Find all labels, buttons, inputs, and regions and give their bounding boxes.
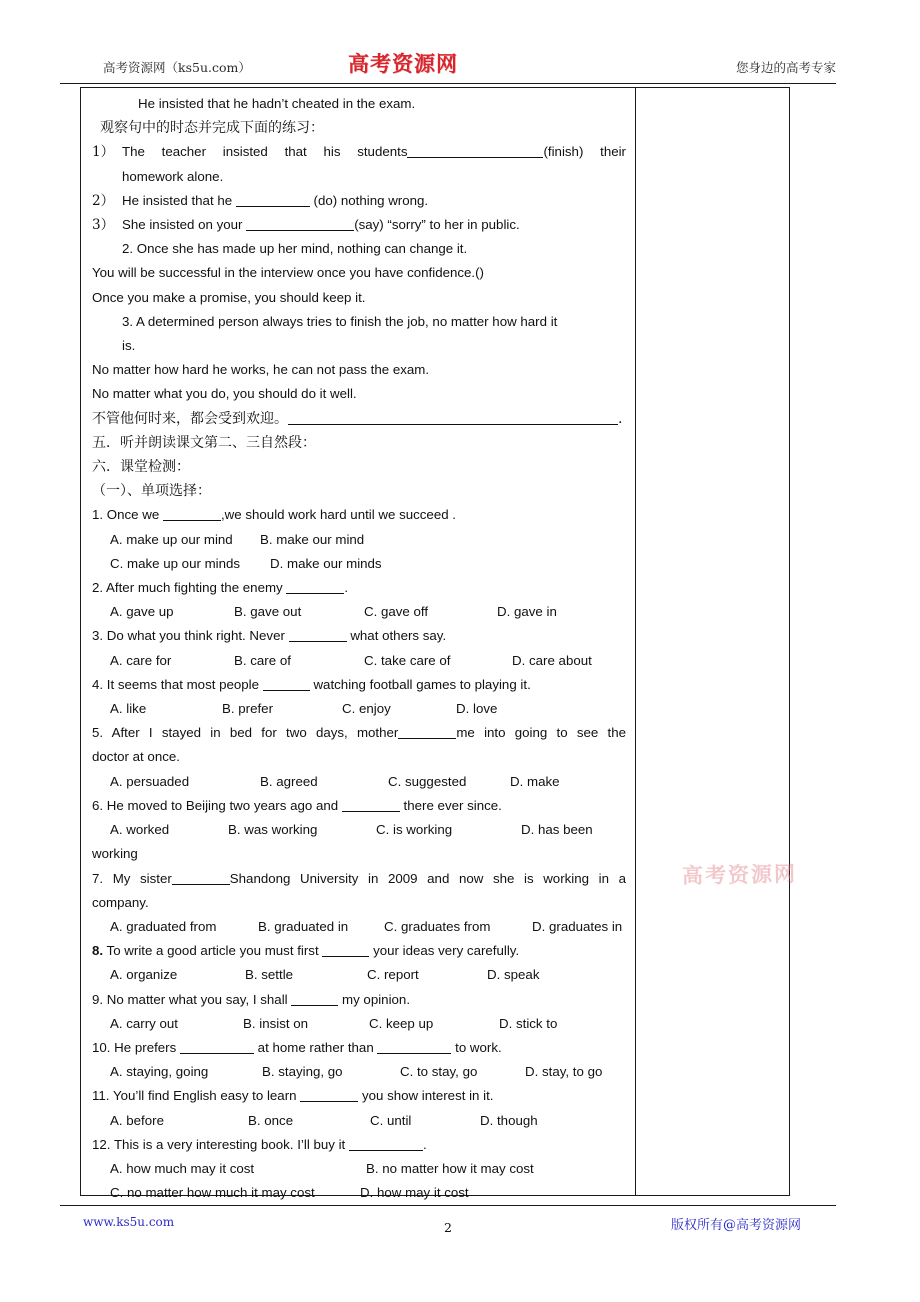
answer-blank[interactable] xyxy=(289,641,347,642)
answer-blank[interactable] xyxy=(349,1150,423,1151)
practice-item-continued xyxy=(92,165,626,189)
section-5-heading: 五．听并朗读课文第二、三自然段： xyxy=(92,434,316,451)
question-stem-a: 7. My sister xyxy=(92,870,172,886)
option-a[interactable]: A. carry out xyxy=(110,1015,178,1031)
question-stem-continued: company. xyxy=(92,894,149,910)
question-options xyxy=(92,1109,626,1133)
question-options xyxy=(92,818,626,842)
option-d[interactable]: D. graduates in xyxy=(532,918,623,934)
question-options xyxy=(92,1060,626,1084)
practice-text-a: He insisted that he xyxy=(122,192,233,208)
answer-blank[interactable] xyxy=(322,956,369,957)
question-stem-a: 2. After much fighting the enemy xyxy=(92,580,283,596)
option-a[interactable]: A. before xyxy=(110,1112,164,1128)
option-b[interactable]: B. gave out xyxy=(234,604,302,620)
point3-example-2: No matter what you do, you should do it well. xyxy=(92,386,357,402)
practice-item xyxy=(92,140,626,164)
answer-blank[interactable] xyxy=(180,1053,254,1054)
point2-title: 2. Once she has made up her mind, nothing can change it. xyxy=(122,241,468,257)
point3-title: 3. A determined person always tries to finish the job, no matter how hard it xyxy=(122,313,558,329)
option-b[interactable]: B. care of xyxy=(234,652,291,668)
practice-number: 1） xyxy=(92,144,115,161)
watermark-logo: 高考资源网 xyxy=(681,860,798,889)
translation-period: . xyxy=(618,410,623,427)
practice-text-a: She insisted on your xyxy=(122,217,243,233)
answer-blank[interactable] xyxy=(407,157,543,158)
page-number: 2 xyxy=(444,1220,452,1235)
question-stem-b: . xyxy=(344,580,349,596)
option-b[interactable]: B. make our mind xyxy=(260,531,365,547)
question-stem-continued: doctor at once. xyxy=(92,749,180,765)
question-stem xyxy=(92,503,626,527)
footer-copyright: 版权所有@高考资源网 xyxy=(670,1218,801,1233)
question-stem-a: To write a good article you must first xyxy=(103,943,319,959)
question-stem-a: 4. It seems that most people xyxy=(92,676,260,692)
question-stem xyxy=(92,867,626,891)
question-options xyxy=(92,697,626,721)
option-b[interactable]: B. was working xyxy=(228,822,318,838)
point2-example-2: Once you make a promise, you should keep it. xyxy=(92,289,366,305)
option-c[interactable]: C. keep up xyxy=(369,1015,434,1031)
question-options xyxy=(92,600,626,624)
answer-blank[interactable] xyxy=(236,206,310,207)
option-b[interactable]: B. staying, go xyxy=(262,1064,343,1080)
point3-example-1: No matter how hard he works, he can not pass the exam. xyxy=(92,362,430,378)
question-stem xyxy=(92,1133,626,1157)
question-stem-b: my opinion. xyxy=(342,991,411,1007)
question-stem-b: . xyxy=(422,1136,427,1152)
option-d[interactable]: D. care about xyxy=(512,652,592,668)
question-options xyxy=(92,528,626,552)
practice-item xyxy=(92,213,626,237)
option-c[interactable]: C. graduates from xyxy=(384,918,491,934)
option-a[interactable]: A. graduated from xyxy=(110,918,217,934)
option-d[interactable]: D. gave in xyxy=(497,604,557,620)
practice-text-b: (do) nothing wrong. xyxy=(313,192,429,208)
question-stem xyxy=(92,1036,626,1060)
translation-exercise xyxy=(92,407,626,431)
option-a[interactable]: A. gave up xyxy=(110,604,174,620)
question-stem-b: Shandong University in 2009 and now she is working in a xyxy=(229,870,626,886)
option-a[interactable]: A. care for xyxy=(110,652,172,668)
answer-blank[interactable] xyxy=(246,230,354,231)
question-options xyxy=(92,1157,626,1181)
question-stem xyxy=(92,721,626,745)
option-d[interactable]: D. make xyxy=(510,773,560,789)
option-c[interactable]: C. to stay, go xyxy=(400,1064,478,1080)
practice-text-b: (finish) their xyxy=(543,144,626,160)
option-d[interactable]: D. stay, to go xyxy=(525,1064,603,1080)
question-stem-mid: at home rather than xyxy=(257,1039,374,1055)
question-stem-b: you show interest in it. xyxy=(361,1088,494,1104)
practice-body xyxy=(122,140,626,164)
question-options xyxy=(92,915,626,939)
option-a[interactable]: A. like xyxy=(110,701,147,717)
page-footer xyxy=(60,1210,836,1250)
option-c[interactable]: C. is working xyxy=(376,822,453,838)
option-d[interactable]: D. has been xyxy=(521,822,593,838)
question-stem-a: 12. This is a very interesting book. I’ll buy it xyxy=(92,1136,346,1152)
translation-blank[interactable] xyxy=(288,424,618,425)
answer-blank[interactable] xyxy=(263,690,310,691)
question-options xyxy=(92,1012,626,1036)
option-c[interactable]: C. until xyxy=(370,1112,412,1128)
answer-blank[interactable] xyxy=(291,1005,338,1006)
option-b[interactable]: B. graduated in xyxy=(258,918,349,934)
option-c[interactable]: C. enjoy xyxy=(342,701,391,717)
option-c[interactable]: C. gave off xyxy=(364,604,429,620)
option-c[interactable]: C. take care of xyxy=(364,652,451,668)
table-cell-main xyxy=(81,88,635,1201)
answer-blank[interactable] xyxy=(300,1101,358,1102)
practice-text-b: (say) “sorry” to her in public. xyxy=(354,217,520,233)
footer-website-link[interactable]: www.ks5u.com xyxy=(83,1215,175,1229)
option-d[interactable]: D. though xyxy=(480,1112,538,1128)
question-stem-a: 1. Once we xyxy=(92,507,160,523)
question-options xyxy=(92,552,626,576)
translation-chinese: 不管他何时来，都会受到欢迎。 xyxy=(92,410,288,427)
header-right-text: 您身边的高考专家 xyxy=(735,60,836,75)
answer-blank[interactable] xyxy=(163,520,221,521)
option-d[interactable]: D. love xyxy=(456,701,498,717)
footer-divider xyxy=(60,1205,836,1206)
option-d[interactable]: D. speak xyxy=(487,967,540,983)
header-divider xyxy=(60,83,836,84)
section-6-subheading: （一）、单项选择： xyxy=(92,483,211,500)
question-stem-b: me into going to see the xyxy=(456,725,627,741)
question-stem xyxy=(92,624,626,648)
practice-number: 3） xyxy=(92,217,115,234)
question-stem-a: 9. No matter what you say, I shall xyxy=(92,991,288,1007)
option-b[interactable]: B. prefer xyxy=(222,701,273,717)
question-stem-a: 10. He prefers xyxy=(92,1039,177,1055)
question-stem-b: watching football games to playing it. xyxy=(313,676,531,692)
practice-text-a: The teacher insisted that his students xyxy=(122,144,408,160)
option-b[interactable]: B. settle xyxy=(245,967,294,983)
option-a[interactable]: A. persuaded xyxy=(110,773,190,789)
option-a[interactable]: A. organize xyxy=(110,967,178,983)
example-sentence: He insisted that he hadn’t cheated in the exam. xyxy=(138,96,416,111)
option-b[interactable]: B. insist on xyxy=(243,1015,309,1031)
question-number-bold: 8. xyxy=(92,943,104,959)
practice-body xyxy=(122,213,626,237)
question-options xyxy=(92,770,626,794)
question-stem xyxy=(92,794,626,818)
option-c[interactable]: C. suggested xyxy=(388,773,467,789)
question-stem-b: to work. xyxy=(455,1039,502,1055)
answer-blank[interactable] xyxy=(377,1053,451,1054)
option-d[interactable]: D. how may it cost xyxy=(360,1185,469,1201)
option-d[interactable]: D. stick to xyxy=(499,1015,558,1031)
question-stem-b: ,we should work hard until we succeed . xyxy=(220,507,457,523)
option-a[interactable]: A. worked xyxy=(110,822,170,838)
instruction-chinese: 观察句中的时态并完成下面的练习： xyxy=(100,120,324,137)
question-stem-b: what others say. xyxy=(350,628,447,644)
option-b[interactable]: B. agreed xyxy=(260,773,318,789)
site-logo: 高考资源网 xyxy=(348,51,458,76)
header-left-text: 高考资源网（ks5u.com） xyxy=(103,60,251,75)
question-stem-b: your ideas very carefully. xyxy=(373,943,520,959)
option-b[interactable]: B. no matter how it may cost xyxy=(366,1160,534,1176)
option-a[interactable]: A. staying, going xyxy=(110,1064,209,1080)
answer-blank[interactable] xyxy=(398,738,456,739)
section-6-heading: 六．课堂检测： xyxy=(92,459,190,476)
option-c[interactable]: C. report xyxy=(367,967,419,983)
practice-number: 2） xyxy=(92,192,115,209)
question-options xyxy=(92,963,626,987)
question-stem xyxy=(92,1084,626,1108)
document-table xyxy=(80,87,798,1201)
practice-continuation: homework alone. xyxy=(122,168,224,184)
question-options-continued: working xyxy=(92,846,138,862)
answer-blank[interactable] xyxy=(286,593,344,594)
question-options xyxy=(92,1181,626,1205)
option-a[interactable]: A. how much may it cost xyxy=(110,1160,255,1176)
option-c[interactable]: C. make up our minds xyxy=(110,555,241,571)
question-options xyxy=(92,649,626,673)
option-d[interactable]: D. make our minds xyxy=(270,555,382,571)
answer-blank[interactable] xyxy=(172,884,230,885)
question-stem-a: 3. Do what you think right. Never xyxy=(92,628,285,644)
question-stem-b: there ever since. xyxy=(403,797,502,813)
point3-title-continued: is. xyxy=(122,338,136,354)
option-a[interactable]: A. make up our mind xyxy=(110,531,233,547)
page-header xyxy=(60,50,836,82)
option-b[interactable]: B. once xyxy=(248,1112,294,1128)
question-stem-a: 5. After I stayed in bed for two days, mother xyxy=(92,725,399,741)
question-stem xyxy=(92,939,626,963)
practice-item xyxy=(92,189,626,213)
question-stem xyxy=(92,988,626,1012)
answer-blank[interactable] xyxy=(342,811,400,812)
option-c[interactable]: C. no matter how much it may cost xyxy=(110,1185,315,1201)
point2-example-1: You will be successful in the interview once you have confidence.() xyxy=(92,265,484,281)
question-stem xyxy=(92,576,626,600)
question-stem-a: 11. You’ll find English easy to learn xyxy=(92,1088,297,1104)
question-stem-a: 6. He moved to Beijing two years ago and xyxy=(92,797,339,813)
practice-body xyxy=(122,189,626,213)
table-cell-side xyxy=(636,88,798,1195)
question-stem xyxy=(92,673,626,697)
practice-number-spacer xyxy=(92,165,122,189)
